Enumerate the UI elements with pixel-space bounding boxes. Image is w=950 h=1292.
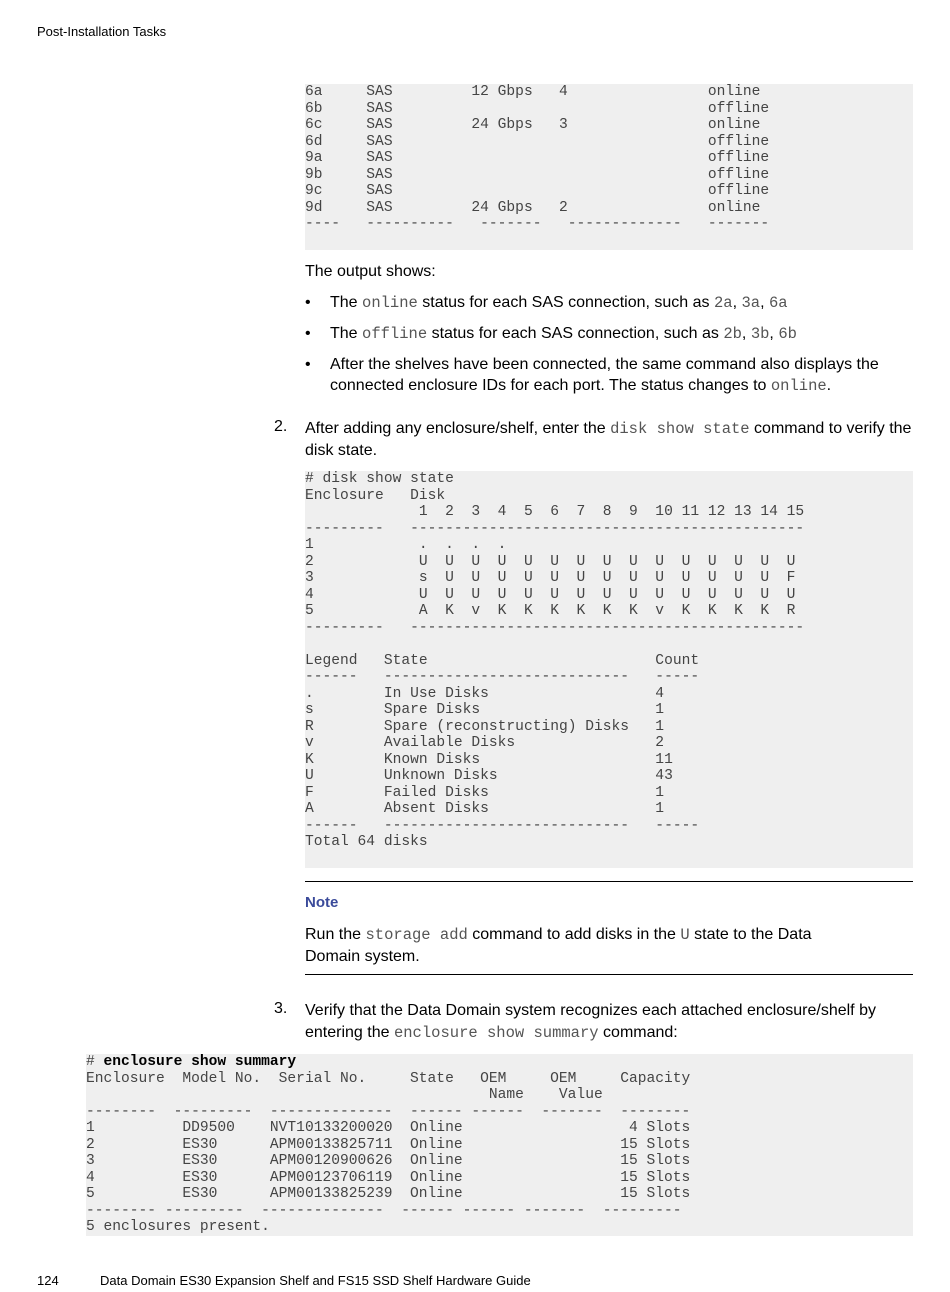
step-number: 3. — [274, 1000, 288, 1017]
enclosure-summary-code-block — [86, 1054, 913, 1236]
code-line: 1 . . . . — [305, 537, 507, 553]
code-line: U Unknown Disks 43 — [305, 768, 673, 784]
code-line: 9c SAS offline — [305, 183, 770, 199]
bullet-text: The online status for each SAS connection, such as 2a, 3a, 6a — [330, 294, 788, 312]
step2-text: After adding any enclosure/shelf, enter the disk show state command to verify the disk state. — [305, 420, 912, 459]
code-line: 6d SAS offline — [305, 133, 770, 150]
code-line: 2 ES30 APM00133825711 Online 15 Slots — [86, 1136, 691, 1153]
code-line: 5 ES30 APM00133825239 Online 15 Slots — [86, 1186, 691, 1202]
code-line: Total 64 disks — [305, 834, 428, 850]
running-header: Post-Installation Tasks — [37, 24, 167, 39]
code-line: 9a SAS offline — [305, 150, 770, 166]
port-status-code-block — [305, 84, 913, 250]
bullet-text: The offline status for each SAS connection, such as 2b, 3b, 6b — [330, 325, 797, 343]
bullet-text: After the shelves have been connected, the same command also displays the connected enclosure IDs for each port. The status changes to online. — [330, 356, 879, 395]
enclosure-summary-lines — [86, 1071, 690, 1236]
enclosure-command: enclosure show summary — [103, 1054, 297, 1070]
code-line: 3 s U U U U U U U U U U U U U F — [305, 570, 796, 586]
step3-text: Verify that the Data Domain system recognizes each attached enclosure/shelf by entering the enclosure show summary command: — [305, 1002, 876, 1042]
code-line: 6b SAS offline — [305, 100, 770, 117]
code-line: v Available Disks 2 — [305, 735, 665, 751]
code-line: ------ ---------------------------- ----- — [305, 669, 700, 685]
code-line: 1 2 3 4 5 6 7 8 9 10 11 12 13 14 15 — [305, 504, 805, 520]
code-line: 2 U U U U U U U U U U U U U U U — [305, 553, 796, 570]
code-line: 1 DD9500 NVT10133200020 Online 4 Slots — [86, 1120, 691, 1136]
footer-title: Data Domain ES30 Expansion Shelf and FS15 SSD Shelf Hardware Guide — [100, 1273, 531, 1288]
note-top-rule — [305, 881, 913, 882]
code-line: Name Value — [86, 1087, 603, 1103]
note-bottom-rule — [305, 974, 913, 975]
code-line: 6a SAS 12 Gbps 4 online — [305, 84, 761, 100]
code-line: K Known Disks 11 — [305, 751, 673, 768]
code-line: 4 ES30 APM00123706119 Online 15 Slots — [86, 1169, 691, 1186]
code-line: s Spare Disks 1 — [305, 702, 665, 718]
code-line: A Absent Disks 1 — [305, 801, 665, 817]
code-line: . In Use Disks 4 — [305, 685, 665, 702]
code-line: 5 enclosures present. — [86, 1219, 270, 1235]
code-line: # disk show state — [305, 471, 454, 487]
note-text: Run the storage add command to add disks in the U state to the Data Domain system. — [305, 926, 812, 965]
code-line: Enclosure Model No. Serial No. State OEM OEM Capacity — [86, 1070, 691, 1087]
code-line: --------- --------------------------------------------- — [305, 619, 805, 636]
code-line: 5 A K v K K K K K K v K K K K R — [305, 603, 796, 619]
bullet-dot: • — [305, 356, 311, 373]
code-line: -------- --------- -------------- ------ ------ ------- -------- — [86, 1103, 691, 1120]
code-line: R Spare (reconstructing) Disks 1 — [305, 718, 665, 735]
output-intro: The output shows: — [305, 263, 436, 280]
page-number: 124 — [37, 1273, 59, 1288]
bullet-dot: • — [305, 294, 311, 311]
code-line: --------- --------------------------------------------- — [305, 520, 805, 537]
code-line: 9b SAS offline — [305, 166, 770, 183]
code-line: 3 ES30 APM00120900626 Online 15 Slots — [86, 1153, 691, 1169]
code-line: ---- ---------- ------- ------------- ------- — [305, 216, 770, 232]
note-title: Note — [305, 894, 339, 911]
step-number: 2. — [274, 418, 288, 435]
code-line: F Failed Disks 1 — [305, 784, 665, 801]
shell-prompt: # — [86, 1054, 104, 1070]
code-line: Legend State Count — [305, 652, 700, 669]
bullet-dot: • — [305, 325, 311, 342]
code-line: Enclosure Disk — [305, 487, 446, 504]
code-line: ------ ---------------------------- ----- — [305, 817, 700, 834]
code-line: 4 U U U U U U U U U U U U U U U — [305, 586, 796, 603]
code-line: 9d SAS 24 Gbps 2 online — [305, 199, 761, 216]
code-line: -------- --------- -------------- ------ ------ ------- --------- — [86, 1202, 682, 1219]
disk-state-code-block — [305, 471, 913, 868]
code-line: 6c SAS 24 Gbps 3 online — [305, 117, 761, 133]
